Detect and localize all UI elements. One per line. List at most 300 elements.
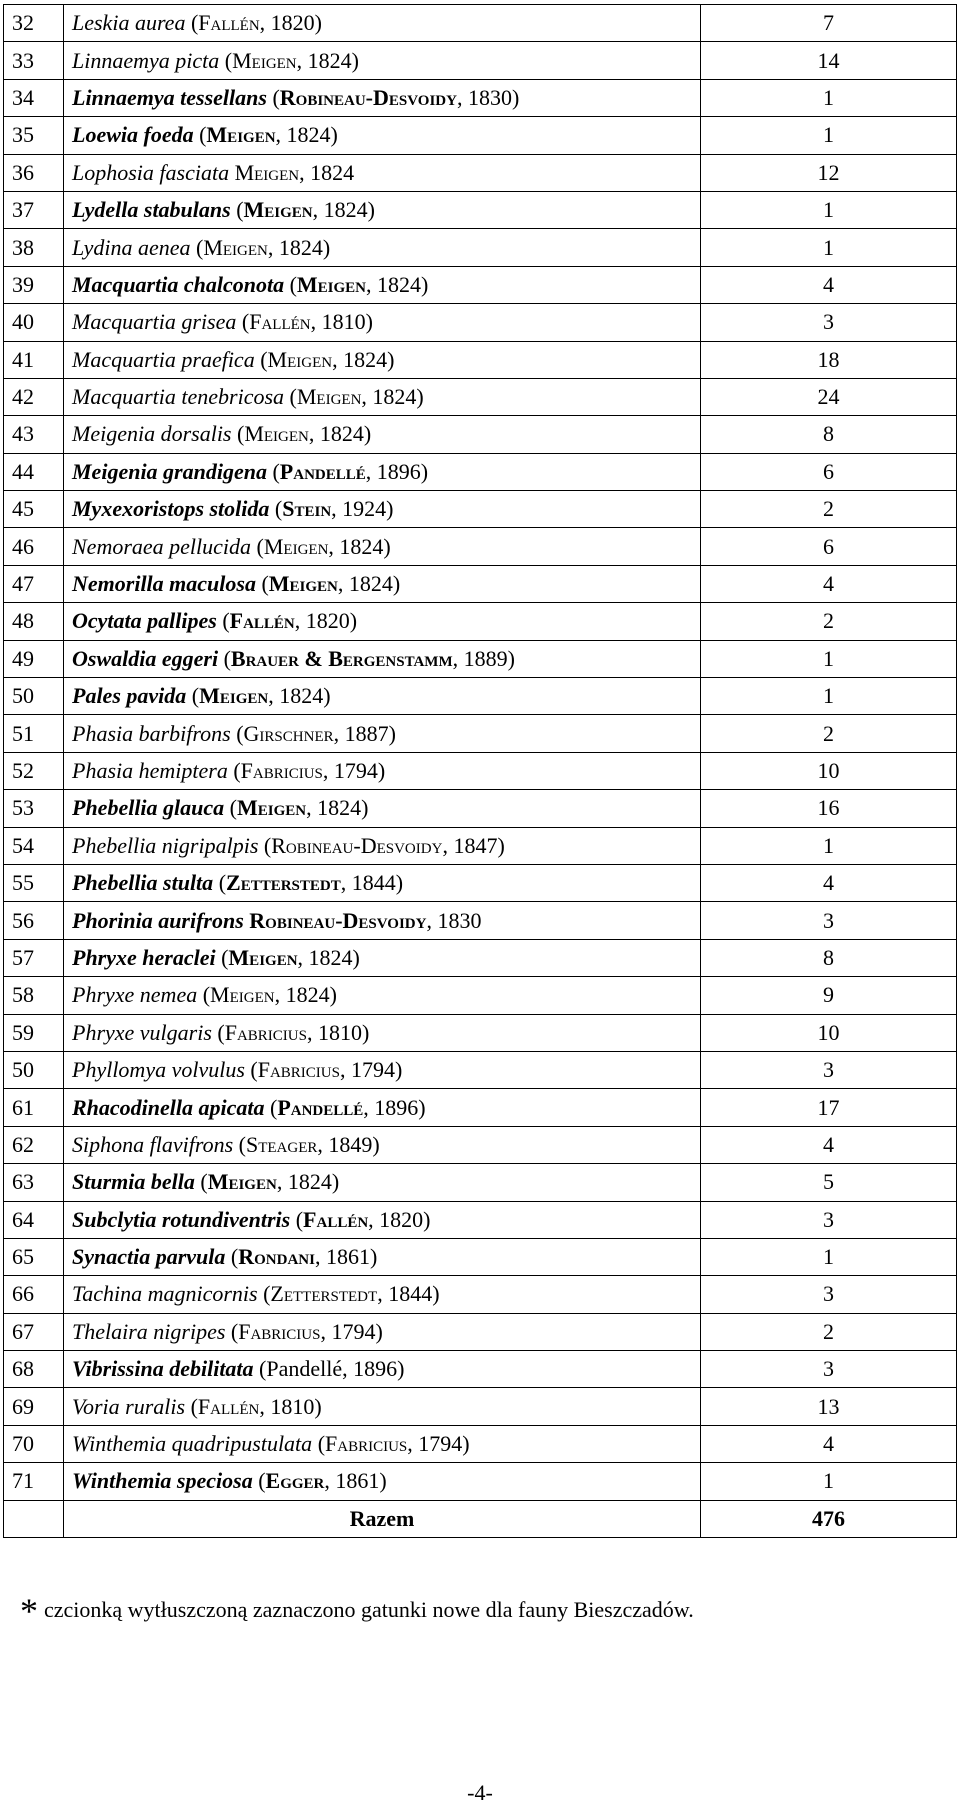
author-year: , 1810) [310,309,373,335]
species-name: Nemoraea pellucida [72,533,252,559]
species-author: Meigen [268,571,338,597]
author-year: , 1849) [317,1131,380,1157]
author-open: ( [236,309,250,335]
author-year: , 1847) [442,832,505,858]
author-year: , 1794) [322,758,386,783]
row-number: 64 [4,1201,64,1238]
author-year: , 1861) [324,1468,387,1494]
row-number: 61 [4,1089,64,1126]
species-author: Zetterstedt [270,1281,378,1307]
species-name: Lydella stabulans [72,197,231,223]
species-name-cell [64,715,701,752]
author-open: ( [269,496,283,522]
author-year: , 1896) [365,458,429,484]
row-number: 34 [4,79,64,116]
author-year: , 1896) [342,1356,405,1382]
author-open: ( [266,84,280,110]
row-number: 48 [4,603,64,640]
species-name-cell [64,191,701,228]
table-row [4,1276,957,1313]
author-open: ( [227,758,241,783]
species-name-cell [64,827,701,864]
species-author: Meigen [296,271,367,297]
author-year: , 1824) [268,683,331,709]
species-name-cell [64,565,701,602]
table-row [4,939,957,976]
author-year: , 1824) [337,571,401,597]
specimen-count: 1 [701,79,957,116]
species-author: Fallén [303,1206,369,1232]
author-year: , 1824) [297,944,360,970]
species-author: Steager [245,1131,318,1157]
table-row [4,790,957,827]
author-open: ( [284,384,297,410]
table-row [4,1388,957,1425]
row-number: 50 [4,678,64,715]
species-name: Tachina magnicornis [72,1281,258,1307]
species-author: Fallén [229,608,295,634]
row-number: 50 [4,1051,64,1088]
table-row [4,453,957,490]
row-number: 45 [4,491,64,528]
author-year: , 1830) [456,84,520,110]
author-year: , 1844) [340,870,404,896]
species-name: Phasia hemiptera [72,758,228,783]
species-author: Egger [265,1468,325,1494]
specimen-count: 18 [701,341,957,378]
footnote-text: czcionką wytłuszczoną zaznaczono gatunki nowe dla fauny Bieszczadów. [44,1597,694,1622]
specimen-count: 10 [701,752,957,789]
species-name: Leskia aurea [72,10,186,36]
table-row [4,1126,957,1163]
species-name: Winthemia speciosa [72,1468,253,1494]
specimen-count: 4 [701,266,957,303]
species-name: Linnaemya picta [72,47,220,73]
species-author: Fabricius [257,1057,340,1083]
row-number: 59 [4,1014,64,1051]
author-year: , 1820) [259,10,322,36]
species-author: Fallén [249,309,311,335]
specimen-count: 3 [701,902,957,939]
species-author: Fabricius [240,758,323,783]
species-author: Fallén [198,10,260,36]
species-name-cell [64,266,701,303]
species-name: Vibrissina debilitata [72,1356,254,1382]
specimen-count: 3 [701,1276,957,1313]
author-open: ( [255,571,269,597]
author-open: ( [230,720,244,746]
species-name: Lydina aenea [72,234,191,260]
specimen-count: 2 [701,491,957,528]
specimen-count: 8 [701,939,957,976]
author-open: ( [290,1206,304,1232]
species-author: Meigen [228,944,298,970]
author-open: ( [244,1057,258,1083]
author-open: ( [197,982,211,1008]
species-name: Ocytata pallipes [72,608,217,634]
species-name-cell [64,1351,701,1388]
specimen-count: 5 [701,1164,957,1201]
row-number: 65 [4,1238,64,1275]
species-name: Phebellia stulta [72,870,214,896]
table-row [4,1351,957,1388]
author-open: ( [194,1169,208,1195]
specimen-count: 12 [701,154,957,191]
author-open: ( [253,1356,267,1382]
species-name-cell [64,341,701,378]
species-name-cell [64,416,701,453]
author-year: , 1830 [426,907,482,933]
footnote [20,1590,694,1632]
species-name: Macquartia praefica [72,346,255,372]
specimen-count: 3 [701,304,957,341]
row-number: 66 [4,1276,64,1313]
species-author: Meigen [296,384,362,410]
row-number: 57 [4,939,64,976]
table-row [4,1014,957,1051]
specimen-count: 4 [701,1425,957,1462]
specimen-count: 1 [701,117,957,154]
author-year: , 1887) [333,720,396,746]
specimen-count: 1 [701,191,957,228]
row-number: 43 [4,416,64,453]
species-name-cell [64,79,701,116]
species-author: Stein [282,496,332,522]
species-name-cell [64,1089,701,1126]
row-number: 37 [4,191,64,228]
author-open: ( [266,458,280,484]
species-author: Meigen [243,197,313,223]
species-name: Pales pavida [72,683,187,709]
total-empty-cell [4,1500,64,1537]
species-name-cell [64,977,701,1014]
species-name-cell [64,1014,701,1051]
specimen-count: 3 [701,1351,957,1388]
species-author: Meigen [207,1169,277,1195]
table-row [4,1051,957,1088]
species-table-body [4,5,957,1538]
species-author: Meigen [263,533,329,559]
author-year: , 1824) [332,346,395,372]
species-author: Meigen [232,47,297,73]
row-number: 53 [4,790,64,827]
author-year: , 1824) [366,271,429,297]
author-year: , 1861) [314,1244,378,1270]
author-open: ( [231,421,245,447]
author-open: ( [218,645,231,671]
species-name: Lophosia fasciata [72,159,230,185]
author-open: ( [185,10,199,36]
specimen-count: 1 [701,1238,957,1275]
species-name: Macquartia chalconota [72,271,285,297]
author-open: ( [251,533,264,559]
specimen-count: 2 [701,603,957,640]
author-year: , 1824) [274,982,337,1008]
species-name-cell [64,378,701,415]
row-number: 35 [4,117,64,154]
specimen-count: 3 [701,1201,957,1238]
species-name-cell [64,1051,701,1088]
species-name-cell [64,1313,701,1350]
table-row [4,678,957,715]
row-number: 58 [4,977,64,1014]
species-name-cell [64,939,701,976]
species-author: Meigen [210,982,275,1008]
species-author: Robineau-Desvoidy [249,907,427,933]
author-year: , 1844) [377,1281,440,1307]
species-name: Loewia foeda [72,122,194,148]
row-number: 63 [4,1164,64,1201]
row-number: 71 [4,1463,64,1500]
author-year: , 1794) [339,1057,403,1083]
species-name: Phryxe vulgaris [72,1019,212,1045]
species-author: Meigen [267,346,333,372]
species-author: Meigen [206,122,276,148]
species-name-cell [64,229,701,266]
table-row [4,229,957,266]
table-row [4,42,957,79]
table-row [4,1463,957,1500]
specimen-count: 16 [701,790,957,827]
row-number: 33 [4,42,64,79]
species-name-cell [64,1463,701,1500]
table-row [4,565,957,602]
species-name-cell [64,864,701,901]
species-author: Brauer & Bergenstamm [230,645,453,671]
species-name-cell [64,42,701,79]
row-number: 54 [4,827,64,864]
species-name-cell [64,902,701,939]
specimen-count: 6 [701,528,957,565]
species-name-cell [64,1388,701,1425]
row-number: 42 [4,378,64,415]
species-name: Phebellia nigripalpis [72,832,259,858]
row-number: 55 [4,864,64,901]
table-row [4,117,957,154]
specimen-count: 10 [701,1014,957,1051]
table-row [4,1164,957,1201]
row-number: 51 [4,715,64,752]
author-open: ( [193,122,207,148]
author-year: , 1924) [331,496,394,522]
table-row [4,304,957,341]
author-open: ( [254,346,268,372]
row-number: 46 [4,528,64,565]
table-row [4,640,957,677]
row-number: 52 [4,752,64,789]
author-year: , 1794) [407,1431,470,1457]
table-row [4,902,957,939]
author-open: ( [185,1393,198,1419]
author-year: , 1824) [312,197,375,223]
species-author: Meigen [244,421,309,447]
author-year: , 1820) [368,1206,431,1232]
specimen-count: 14 [701,42,957,79]
table-row [4,752,957,789]
author-year: , 1824) [308,421,372,447]
table-row [4,5,957,42]
row-number: 68 [4,1351,64,1388]
species-name-cell [64,678,701,715]
species-name: Sturmia bella [72,1169,195,1195]
author-year: , 1824) [296,47,359,73]
species-table [3,4,957,1538]
table-row [4,1313,957,1350]
author-year: , 1824) [276,1169,340,1195]
species-name: Voria ruralis [72,1393,186,1419]
specimen-count: 9 [701,977,957,1014]
table-row [4,528,957,565]
species-name: Phryxe nemea [72,982,198,1008]
row-number: 40 [4,304,64,341]
table-row [4,1238,957,1275]
species-author: Girschner [243,720,334,746]
species-name: Synactia parvula [72,1244,226,1270]
row-number: 44 [4,453,64,490]
species-name: Subclytia rotundiventris [72,1206,291,1232]
author-open: ( [284,271,297,297]
species-name: Phryxe heraclei [72,944,216,970]
species-author: Meigen [199,683,269,709]
author-year: , 1824) [361,384,424,410]
species-author: Meigen [234,159,300,185]
total-value: 476 [701,1500,957,1537]
author-open: ( [211,1019,225,1045]
species-name: Linnaemya tessellans [72,84,267,110]
author-year: , 1824) [306,795,369,821]
species-author: Zetterstedt [226,870,341,896]
author-open: ( [219,47,233,73]
row-number: 32 [4,5,64,42]
table-row [4,341,957,378]
page-number: -4- [467,1780,493,1805]
specimen-count: 1 [701,229,957,266]
table-row [4,491,957,528]
species-author: Fallén [197,1393,260,1419]
table-row [4,416,957,453]
specimen-count: 3 [701,1051,957,1088]
author-year: , 1824) [267,234,331,260]
specimen-count: 2 [701,715,957,752]
author-open: ( [258,832,272,858]
author-open: ( [233,1131,246,1157]
table-total-row [4,1500,957,1537]
species-name: Macquartia grisea [72,309,237,335]
row-number: 38 [4,229,64,266]
table-row [4,1425,957,1462]
species-name-cell [64,491,701,528]
specimen-count: 1 [701,640,957,677]
row-number: 70 [4,1425,64,1462]
author-open: ( [225,1244,239,1270]
species-author: Pandellé [277,1094,364,1120]
species-name: Winthemia quadripustulata [72,1431,313,1457]
specimen-count: 13 [701,1388,957,1425]
table-row [4,266,957,303]
row-number: 47 [4,565,64,602]
species-name-cell [64,1126,701,1163]
author-open: ( [215,944,229,970]
species-name-cell [64,117,701,154]
species-name: Oswaldia eggeri [72,645,219,671]
specimen-count: 4 [701,565,957,602]
author-year: , 1824 [299,159,355,185]
specimen-count: 4 [701,1126,957,1163]
row-number: 49 [4,640,64,677]
author-open: ( [190,234,204,260]
footnote-asterisk: * [20,1591,38,1631]
species-name-cell [64,790,701,827]
specimen-count: 24 [701,378,957,415]
species-name: Myxexoristops stolida [72,496,270,522]
author-open: ( [225,1318,239,1344]
row-number: 69 [4,1388,64,1425]
table-row [4,977,957,1014]
author-open: ( [264,1094,278,1120]
row-number: 67 [4,1313,64,1350]
species-name: Meigenia grandigena [72,458,267,484]
species-author: Robineau-Desvoidy [279,84,457,110]
species-author: Fabricius [238,1318,321,1344]
species-author: Robineau-Desvoidy [271,832,443,858]
species-name: Phasia barbifrons [72,720,231,746]
species-author: Rondani [238,1244,315,1270]
author-open: ( [230,197,244,223]
species-name-cell [64,1238,701,1275]
author-year: , 1896) [363,1094,426,1120]
species-name: Macquartia tenebricosa [72,384,285,410]
specimen-count: 2 [701,1313,957,1350]
author-year: , 1810) [259,1393,322,1419]
author-open: ( [224,795,237,821]
species-name: Nemorilla maculosa [72,571,256,597]
author-open: ( [216,608,230,634]
author-open: ( [252,1468,266,1494]
table-row [4,1201,957,1238]
species-name-cell [64,603,701,640]
table-row [4,1089,957,1126]
author-year: , 1820) [294,608,358,634]
author-year: , 1824) [328,533,391,559]
specimen-count: 1 [701,678,957,715]
species-name-cell [64,154,701,191]
table-row [4,603,957,640]
table-row [4,715,957,752]
author-year: , 1794) [320,1318,383,1344]
species-name: Phorinia aurifrons [72,907,244,933]
species-name-cell [64,640,701,677]
author-year: , 1889) [452,645,515,671]
specimen-count: 6 [701,453,957,490]
total-label: Razem [64,1500,701,1537]
author-year: , 1824) [275,122,338,148]
species-name-cell [64,1276,701,1313]
author-open: ( [257,1281,271,1307]
species-name-cell [64,752,701,789]
specimen-count: 7 [701,5,957,42]
row-number: 36 [4,154,64,191]
author-year: , 1810) [306,1019,370,1045]
row-number: 56 [4,902,64,939]
species-name: Siphona flavifrons [72,1131,234,1157]
species-name-cell [64,528,701,565]
species-name: Phebellia glauca [72,795,225,821]
row-number: 41 [4,341,64,378]
species-name-cell [64,5,701,42]
species-name-cell [64,1201,701,1238]
species-name-cell [64,1425,701,1462]
table-row [4,378,957,415]
